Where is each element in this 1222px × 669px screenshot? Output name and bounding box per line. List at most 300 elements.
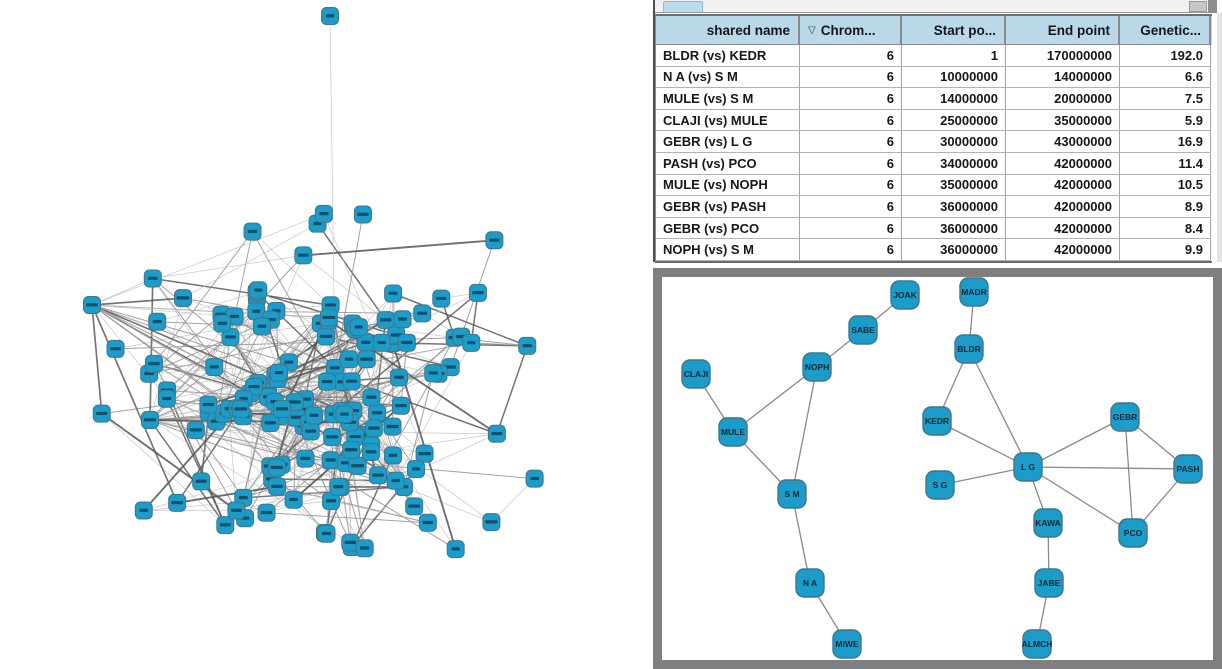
column-header-label: Start po...	[933, 22, 996, 38]
network-node[interactable]	[200, 396, 217, 413]
node-label-glyph	[276, 407, 288, 410]
table-cell: 9.9	[1120, 239, 1211, 261]
table-cell: N A (vs) S M	[656, 67, 800, 89]
node-label-glyph	[345, 541, 356, 544]
table-cell: 6	[800, 239, 902, 261]
node-label-glyph	[271, 466, 283, 469]
table-cell: 34000000	[902, 153, 1006, 175]
node-label-glyph	[248, 385, 259, 388]
network-node[interactable]	[390, 369, 407, 386]
node-label: PCO	[1123, 528, 1143, 538]
network-node[interactable]	[319, 373, 336, 390]
table-row[interactable]	[656, 239, 1212, 261]
table-cell: MULE (vs) NOPH	[656, 175, 800, 197]
network-node[interactable]	[350, 319, 367, 336]
table-cell: 6	[800, 175, 902, 197]
node-label: S G	[932, 480, 948, 490]
table-row[interactable]	[656, 110, 1212, 132]
table-cell: 6	[800, 196, 902, 218]
network-node[interactable]	[340, 351, 357, 368]
node-label: PASH	[1176, 464, 1200, 474]
node-label-glyph	[357, 213, 368, 216]
node-label-glyph	[218, 322, 227, 325]
network-node-L G[interactable]	[1014, 453, 1042, 481]
network-node-SABE[interactable]	[849, 316, 877, 344]
table-panel	[653, 0, 1222, 262]
node-label-glyph	[386, 425, 398, 428]
table-cell: 42000000	[1006, 218, 1120, 240]
table-cell: 6	[800, 153, 902, 175]
table-cell: 1	[902, 45, 1006, 67]
node-label-glyph	[261, 511, 273, 514]
column-header-label: Chrom...	[820, 22, 876, 38]
result-network-background	[662, 277, 1213, 660]
network-node[interactable]	[363, 389, 380, 406]
table-cell: 25000000	[902, 110, 1006, 132]
network-node[interactable]	[463, 334, 480, 351]
node-label-glyph	[305, 430, 316, 433]
network-node[interactable]	[392, 397, 409, 414]
node-label-glyph	[372, 474, 383, 477]
node-label-glyph	[298, 254, 309, 257]
node-label-glyph	[319, 212, 328, 215]
network-node[interactable]	[305, 407, 322, 424]
network-node-MIWE[interactable]	[833, 630, 861, 658]
network-node-ALMCH[interactable]	[1022, 630, 1053, 658]
node-label: SABE	[851, 325, 875, 335]
table-cell: 36000000	[902, 196, 1006, 218]
table-cell: 6	[800, 45, 902, 67]
node-label-glyph	[378, 341, 386, 344]
node-label-glyph	[162, 397, 171, 400]
table-cell: 170000000	[1006, 45, 1120, 67]
node-label-glyph	[300, 457, 310, 460]
table-cell: 35000000	[1006, 110, 1120, 132]
node-label-glyph	[153, 320, 162, 323]
node-label-glyph	[148, 362, 160, 365]
network-node[interactable]	[318, 328, 335, 345]
table-cell: NOPH (vs) S M	[656, 239, 800, 261]
table-cell: 10.5	[1120, 175, 1211, 197]
table-cell: 14000000	[1006, 67, 1120, 89]
network-node-S M[interactable]	[778, 480, 806, 508]
node-label-glyph	[258, 325, 267, 328]
network-node[interactable]	[370, 467, 387, 484]
table-cell: 16.9	[1120, 131, 1211, 153]
node-label: CLAJI	[683, 369, 709, 379]
network-node[interactable]	[486, 232, 503, 249]
node-label-glyph	[350, 435, 361, 438]
network-node[interactable]	[384, 447, 401, 464]
table-header-row	[655, 14, 1212, 45]
scroll-corner	[1189, 1, 1207, 12]
node-label-glyph	[522, 344, 532, 347]
table-cell: PASH (vs) PCO	[656, 153, 800, 175]
network-node[interactable]	[144, 270, 161, 287]
network-node[interactable]	[324, 429, 341, 446]
network-node[interactable]	[149, 313, 166, 330]
table-row[interactable]	[656, 175, 1212, 197]
node-label-glyph	[196, 480, 207, 483]
node-label-glyph	[271, 485, 282, 488]
node-label-glyph	[265, 421, 277, 424]
node-label-glyph	[417, 312, 427, 315]
network-node[interactable]	[416, 445, 433, 462]
node-label-glyph	[144, 418, 156, 421]
network-node[interactable]	[419, 514, 436, 531]
network-node[interactable]	[387, 472, 404, 489]
network-node-N A[interactable]	[796, 569, 824, 597]
network-node[interactable]	[268, 459, 285, 476]
node-label-glyph	[436, 297, 446, 300]
table-cell: 6	[800, 218, 902, 240]
node-label-glyph	[366, 450, 377, 453]
node-label-glyph	[326, 14, 335, 17]
network-node[interactable]	[320, 309, 337, 326]
network-node[interactable]	[483, 514, 500, 531]
network-node[interactable]	[343, 373, 360, 390]
network-node[interactable]	[253, 318, 270, 335]
node-label: MIWE	[835, 639, 859, 649]
table-cell: 36000000	[902, 218, 1006, 240]
table-cell: 30000000	[902, 131, 1006, 153]
network-node[interactable]	[158, 390, 175, 407]
node-label-glyph	[346, 380, 357, 383]
network-node[interactable]	[206, 359, 223, 376]
node-label-glyph	[326, 458, 336, 461]
table-cell: GEBR (vs) PASH	[656, 196, 800, 218]
network-node[interactable]	[408, 461, 425, 478]
column-header-end-point[interactable]	[1006, 16, 1120, 45]
node-label-glyph	[330, 366, 340, 369]
network-node[interactable]	[398, 334, 415, 351]
network-node[interactable]	[414, 305, 431, 322]
table-cell: 10000000	[902, 67, 1006, 89]
node-label-glyph	[309, 414, 318, 417]
network-node[interactable]	[343, 441, 360, 458]
node-label-glyph	[322, 380, 333, 383]
table-cell: 8.4	[1120, 218, 1211, 240]
network-node[interactable]	[107, 340, 124, 357]
table-cell: 42000000	[1006, 239, 1120, 261]
table-tab[interactable]	[663, 1, 703, 12]
node-label: BLDR	[957, 344, 981, 354]
node-label-glyph	[86, 303, 98, 306]
node-label-glyph	[418, 452, 430, 455]
node-label-glyph	[429, 371, 438, 374]
sort-indicator-icon: ▽	[808, 24, 816, 36]
node-label-glyph	[177, 296, 190, 299]
network-node-MADR[interactable]	[960, 278, 988, 306]
table-cell: 42000000	[1006, 196, 1120, 218]
column-header-chrom[interactable]	[800, 16, 902, 45]
network-node-NOPH[interactable]	[803, 353, 831, 381]
network-node[interactable]	[336, 406, 353, 423]
result-network-canvas[interactable]	[662, 277, 1213, 660]
node-label-glyph	[372, 411, 382, 414]
node-label-glyph	[401, 341, 412, 344]
node-label-glyph	[96, 412, 107, 415]
table-row[interactable]	[656, 196, 1212, 218]
column-header-label: Genetic...	[1140, 22, 1201, 38]
network-node[interactable]	[354, 206, 371, 223]
node-label-glyph	[254, 289, 262, 292]
network-node[interactable]	[214, 315, 231, 332]
node-label-glyph	[472, 291, 483, 294]
table-cell: 7.5	[1120, 88, 1211, 110]
table-body	[655, 45, 1212, 263]
node-label-glyph	[394, 376, 404, 379]
node-label-glyph	[366, 396, 376, 399]
node-label-glyph	[210, 365, 219, 368]
node-label-glyph	[203, 403, 214, 406]
node-label-glyph	[225, 335, 236, 338]
table-row[interactable]	[656, 67, 1212, 89]
node-label-glyph	[325, 303, 336, 306]
network-node-JABE[interactable]	[1035, 569, 1063, 597]
node-label: MADR	[961, 287, 987, 297]
node-label-glyph	[389, 292, 398, 295]
table-row[interactable]	[656, 88, 1212, 110]
network-node[interactable]	[394, 311, 411, 328]
network-edge-BLDR-L G	[969, 349, 1028, 467]
table-cell: 6	[800, 131, 902, 153]
table-cell: 36000000	[902, 239, 1006, 261]
node-label-glyph	[320, 335, 332, 338]
node-label-glyph	[326, 435, 338, 438]
table-row[interactable]	[656, 45, 1212, 67]
table-row[interactable]	[656, 218, 1212, 240]
network-node[interactable]	[142, 412, 159, 429]
network-node[interactable]	[406, 498, 423, 515]
table-row[interactable]	[656, 153, 1212, 175]
node-label-glyph	[275, 371, 283, 374]
node-label-glyph	[110, 347, 121, 350]
node-label-glyph	[190, 428, 202, 431]
network-node[interactable]	[302, 423, 319, 440]
table-cell: GEBR (vs) PCO	[656, 218, 800, 240]
network-edge-GEBR-PCO	[1125, 417, 1133, 533]
table-cell: 6.6	[1120, 67, 1211, 89]
column-header-start-po[interactable]	[902, 16, 1006, 45]
table-cell: 192.0	[1120, 45, 1211, 67]
node-label-glyph	[239, 496, 248, 499]
network-node[interactable]	[297, 450, 314, 467]
result-network-edges	[696, 292, 1188, 644]
node-label: KAWA	[1035, 518, 1061, 528]
network-edge-L G-PASH	[1028, 467, 1188, 469]
network-node[interactable]	[285, 491, 302, 508]
node-label-glyph	[368, 427, 379, 430]
node-label: L G	[1020, 462, 1036, 472]
node-label-glyph	[230, 315, 239, 318]
column-header-shared-name[interactable]	[656, 16, 800, 45]
node-label-glyph	[360, 357, 373, 360]
network-node[interactable]	[369, 404, 386, 421]
node-label: S M	[784, 489, 800, 499]
network-edge	[92, 305, 102, 414]
node-label-glyph	[360, 546, 369, 549]
table-row[interactable]	[656, 131, 1212, 153]
network-node[interactable]	[93, 405, 110, 422]
node-label-glyph	[231, 509, 242, 512]
network-node[interactable]	[135, 502, 152, 519]
node-label-glyph	[485, 520, 497, 523]
node-label-glyph	[452, 547, 460, 550]
network-node[interactable]	[295, 247, 312, 264]
node-label-glyph	[333, 485, 343, 488]
node-label-glyph	[289, 498, 298, 501]
network-node[interactable]	[425, 365, 442, 382]
network-node[interactable]	[447, 541, 464, 558]
network-node[interactable]	[258, 504, 275, 521]
table-cell: 8.9	[1120, 196, 1211, 218]
table-cell: 42000000	[1006, 175, 1120, 197]
network-node[interactable]	[373, 334, 390, 351]
node-label-glyph	[220, 523, 231, 526]
table-cell: 5.9	[1120, 110, 1211, 132]
node-label: NOPH	[804, 362, 830, 372]
network-node[interactable]	[365, 420, 382, 437]
column-header-genetic[interactable]	[1120, 16, 1211, 45]
node-label: JABE	[1037, 578, 1061, 588]
table-cell: 6	[800, 88, 902, 110]
column-header-label: shared name	[706, 22, 790, 38]
network-node[interactable]	[145, 355, 162, 372]
attribute-table	[655, 14, 1212, 263]
network-node[interactable]	[384, 418, 401, 435]
network-node-KEDR[interactable]	[923, 407, 951, 435]
node-label-glyph	[408, 505, 420, 508]
node-label-glyph	[491, 432, 502, 435]
node-label-glyph	[398, 317, 407, 320]
table-cell: 35000000	[902, 175, 1006, 197]
node-label-glyph	[392, 479, 400, 482]
node-label-glyph	[248, 230, 258, 233]
node-label-glyph	[361, 341, 370, 344]
node-label-glyph	[322, 532, 331, 535]
node-label-glyph	[355, 325, 363, 328]
network-node[interactable]	[349, 457, 366, 474]
table-cell: 11.4	[1120, 153, 1211, 175]
table-right-gutter	[1217, 13, 1222, 262]
node-label-glyph	[148, 277, 158, 280]
table-cell: 6	[800, 67, 902, 89]
network-node[interactable]	[270, 364, 287, 381]
network-node-S G[interactable]	[926, 471, 954, 499]
column-header-label: End point	[1047, 22, 1110, 38]
panel-corner	[1208, 0, 1217, 13]
network-edge	[303, 240, 494, 255]
table-cell: 43000000	[1006, 131, 1120, 153]
network-node[interactable]	[244, 223, 261, 240]
node-label-glyph	[412, 467, 420, 470]
result-network-panel	[653, 268, 1222, 669]
node-label: GEBR	[1112, 412, 1138, 422]
network-node[interactable]	[330, 478, 347, 495]
network-node-PCO[interactable]	[1119, 519, 1147, 547]
node-label-glyph	[284, 361, 293, 364]
node-label-glyph	[489, 239, 499, 242]
network-node[interactable]	[175, 290, 192, 307]
node-label-glyph	[345, 357, 353, 360]
table-cell: MULE (vs) S M	[656, 88, 800, 110]
table-cell: 20000000	[1006, 88, 1120, 110]
network-node[interactable]	[322, 452, 339, 469]
table-cell: 14000000	[902, 88, 1006, 110]
node-label-glyph	[171, 501, 183, 504]
table-cell: 6	[800, 110, 902, 132]
network-node[interactable]	[193, 473, 210, 490]
network-node[interactable]	[84, 297, 101, 314]
node-label-glyph	[340, 412, 348, 415]
network-edge-NOPH-S M	[792, 367, 817, 494]
network-node-PASH[interactable]	[1174, 455, 1202, 483]
network-node[interactable]	[488, 425, 505, 442]
node-label-glyph	[326, 499, 336, 502]
node-label-glyph	[345, 448, 358, 451]
node-label-glyph	[351, 464, 364, 467]
table-cell: 42000000	[1006, 153, 1120, 175]
node-label-glyph	[395, 404, 407, 407]
network-node-CLAJI[interactable]	[682, 360, 710, 388]
network-node[interactable]	[269, 478, 286, 495]
network-node-MULE[interactable]	[719, 418, 747, 446]
network-node[interactable]	[362, 443, 379, 460]
network-node-BLDR[interactable]	[955, 335, 983, 363]
table-cell: BLDR (vs) KEDR	[656, 45, 800, 67]
network-node[interactable]	[187, 422, 204, 439]
network-node[interactable]	[232, 401, 249, 418]
network-edge	[497, 346, 527, 434]
node-label: N A	[802, 578, 818, 588]
node-label-glyph	[252, 310, 260, 313]
network-node[interactable]	[322, 8, 339, 25]
network-node[interactable]	[433, 290, 450, 307]
network-node[interactable]	[250, 282, 267, 299]
node-label-glyph	[234, 407, 247, 410]
node-label-glyph	[467, 341, 475, 344]
network-node[interactable]	[358, 351, 375, 368]
network-node-KAWA[interactable]	[1034, 509, 1062, 537]
network-node[interactable]	[169, 494, 186, 511]
node-label-glyph	[530, 477, 539, 480]
network-node[interactable]	[377, 312, 394, 329]
table-toolbar-strip	[655, 0, 1217, 13]
network-node[interactable]	[274, 400, 291, 417]
node-label-glyph	[389, 454, 398, 457]
network-node[interactable]	[526, 470, 543, 487]
table-cell: CLAJI (vs) MULE	[656, 110, 800, 132]
network-node[interactable]	[318, 525, 335, 542]
network-node[interactable]	[356, 540, 373, 557]
network-node[interactable]	[519, 337, 536, 354]
network-node-GEBR[interactable]	[1111, 403, 1139, 431]
node-label: MULE	[720, 427, 746, 437]
node-label-glyph	[139, 509, 148, 512]
node-label: KEDR	[924, 416, 950, 426]
table-cell: GEBR (vs) L G	[656, 131, 800, 153]
network-node[interactable]	[385, 285, 402, 302]
node-label: ALMCH	[1021, 639, 1053, 649]
network-node-JOAK[interactable]	[891, 281, 919, 309]
network-node[interactable]	[228, 502, 245, 519]
network-node[interactable]	[315, 205, 332, 222]
node-label-glyph	[322, 316, 335, 319]
node-label-glyph	[423, 521, 433, 524]
node-label-glyph	[380, 318, 391, 321]
network-node[interactable]	[469, 284, 486, 301]
